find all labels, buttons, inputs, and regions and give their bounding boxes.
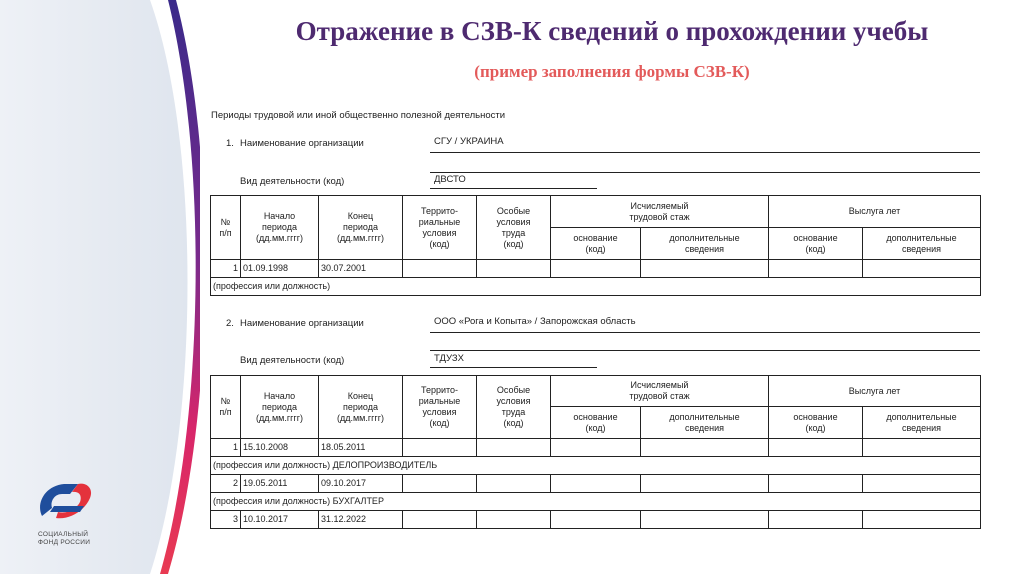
row-basis bbox=[551, 511, 641, 529]
logo-caption bbox=[38, 531, 90, 547]
row-territorial bbox=[403, 439, 477, 457]
block-2-activity-label: Вид деятельности (код) bbox=[240, 355, 345, 366]
row-special bbox=[477, 475, 551, 493]
page-title: Отражение в СЗВ-К сведений о прохождении учебы bbox=[295, 16, 929, 46]
block-2-org-value: ООО «Рога и Копыта» / Запорожская область bbox=[434, 316, 636, 327]
block-1-activity-label: Вид деятельности (код) bbox=[240, 176, 345, 187]
row-end: 18.05.2011 bbox=[319, 439, 403, 457]
row-special bbox=[477, 439, 551, 457]
header-start: Начало периода (дд.мм.гггг) bbox=[241, 376, 319, 439]
header-vysluga: Выслуга лет bbox=[769, 196, 981, 228]
block-1-activity-line bbox=[430, 188, 597, 189]
row-end: 30.07.2001 bbox=[319, 260, 403, 278]
row-special bbox=[477, 511, 551, 529]
sfr-logo-icon bbox=[34, 476, 104, 526]
header-basis: основание (код) bbox=[551, 228, 641, 260]
row-territorial bbox=[403, 475, 477, 493]
header-additional: дополнительные сведения bbox=[641, 228, 769, 260]
logo-line-2: ФОНД РОССИИ bbox=[38, 539, 91, 546]
profession-row bbox=[211, 278, 981, 296]
row-basis bbox=[551, 260, 641, 278]
header-basis: основание (код) bbox=[551, 407, 641, 439]
block-1-org-value: СГУ / УКРАИНА bbox=[434, 136, 504, 147]
header-special: Особые условия труда (код) bbox=[477, 376, 551, 439]
block-2-org-label: Наименование организации bbox=[240, 318, 364, 329]
row-start: 01.09.1998 bbox=[241, 260, 319, 278]
header-vysluga: Выслуга лет bbox=[769, 376, 981, 407]
row-vysluga-additional bbox=[863, 475, 981, 493]
row-num: 1 bbox=[211, 260, 241, 278]
table-row bbox=[211, 439, 981, 457]
header-additional: дополнительные сведения bbox=[641, 407, 769, 439]
header-vysluga-basis: основание (код) bbox=[769, 228, 863, 260]
row-vysluga-basis bbox=[769, 511, 863, 529]
logo-line-1: СОЦИАЛЬНЫЙ bbox=[38, 531, 89, 538]
header-special: Особые условия труда (код) bbox=[477, 196, 551, 260]
row-vysluga-basis bbox=[769, 475, 863, 493]
block-2-table bbox=[210, 375, 981, 529]
block-1-org-label: Наименование организации bbox=[240, 138, 364, 149]
row-vysluga-basis bbox=[769, 260, 863, 278]
header-territorial: Террито- риальные условия (код) bbox=[403, 376, 477, 439]
header-vysluga-additional: дополнительные сведения bbox=[863, 228, 981, 260]
header-end: Конец периода (дд.мм.гггг) bbox=[319, 196, 403, 260]
profession-row bbox=[211, 493, 981, 511]
row-start: 15.10.2008 bbox=[241, 439, 319, 457]
row-end: 09.10.2017 bbox=[319, 475, 403, 493]
row-num: 1 bbox=[211, 439, 241, 457]
block-1-table bbox=[210, 195, 981, 296]
row-start: 19.05.2011 bbox=[241, 475, 319, 493]
row-vysluga-additional bbox=[863, 439, 981, 457]
row-basis bbox=[551, 475, 641, 493]
row-vysluga-basis bbox=[769, 439, 863, 457]
page-subtitle: (пример заполнения формы СЗВ-К) bbox=[474, 62, 750, 81]
block-1-activity-value: ДВСТО bbox=[434, 174, 466, 185]
profession-cell: (профессия или должность) bbox=[211, 278, 981, 296]
table-row bbox=[211, 260, 981, 278]
table-row bbox=[211, 511, 981, 529]
block-2-activity-value: ТДУЗХ bbox=[434, 353, 464, 364]
row-territorial bbox=[403, 511, 477, 529]
row-num: 2 bbox=[211, 475, 241, 493]
block-2-org-line bbox=[430, 332, 980, 333]
row-territorial bbox=[403, 260, 477, 278]
row-basis bbox=[551, 439, 641, 457]
row-num: 3 bbox=[211, 511, 241, 529]
block-2-org-line-2 bbox=[430, 350, 980, 351]
row-additional bbox=[641, 475, 769, 493]
profession-row bbox=[211, 457, 981, 475]
header-num: № п/п bbox=[211, 196, 241, 260]
row-additional bbox=[641, 511, 769, 529]
row-additional bbox=[641, 260, 769, 278]
row-vysluga-additional bbox=[863, 511, 981, 529]
header-calc-stazh: Исчисляемый трудовой стаж bbox=[551, 376, 769, 407]
section-heading: Периоды трудовой или иной общественно полезной деятельности bbox=[211, 110, 506, 121]
header-num: № п/п bbox=[211, 376, 241, 439]
profession-cell: (профессия или должность) ДЕЛОПРОИЗВОДИТЕЛЬ bbox=[211, 457, 981, 475]
header-vysluga-basis: основание (код) bbox=[769, 407, 863, 439]
row-vysluga-additional bbox=[863, 260, 981, 278]
block-2-activity-line bbox=[430, 367, 597, 368]
row-additional bbox=[641, 439, 769, 457]
block-1-org-line bbox=[430, 152, 980, 153]
block-1-org-line-2 bbox=[430, 172, 980, 173]
header-territorial: Террито- риальные условия (код) bbox=[403, 196, 477, 260]
row-start: 10.10.2017 bbox=[241, 511, 319, 529]
header-vysluga-additional: дополнительные сведения bbox=[863, 407, 981, 439]
block-1-index: 1. bbox=[226, 138, 234, 149]
header-calc-stazh: Исчисляемый трудовой стаж bbox=[551, 196, 769, 228]
row-special bbox=[477, 260, 551, 278]
row-end: 31.12.2022 bbox=[319, 511, 403, 529]
header-end: Конец периода (дд.мм.гггг) bbox=[319, 376, 403, 439]
block-2-index: 2. bbox=[226, 318, 234, 329]
table-row bbox=[211, 475, 981, 493]
header-start: Начало периода (дд.мм.гггг) bbox=[241, 196, 319, 260]
profession-cell: (профессия или должность) БУХГАЛТЕР bbox=[211, 493, 981, 511]
